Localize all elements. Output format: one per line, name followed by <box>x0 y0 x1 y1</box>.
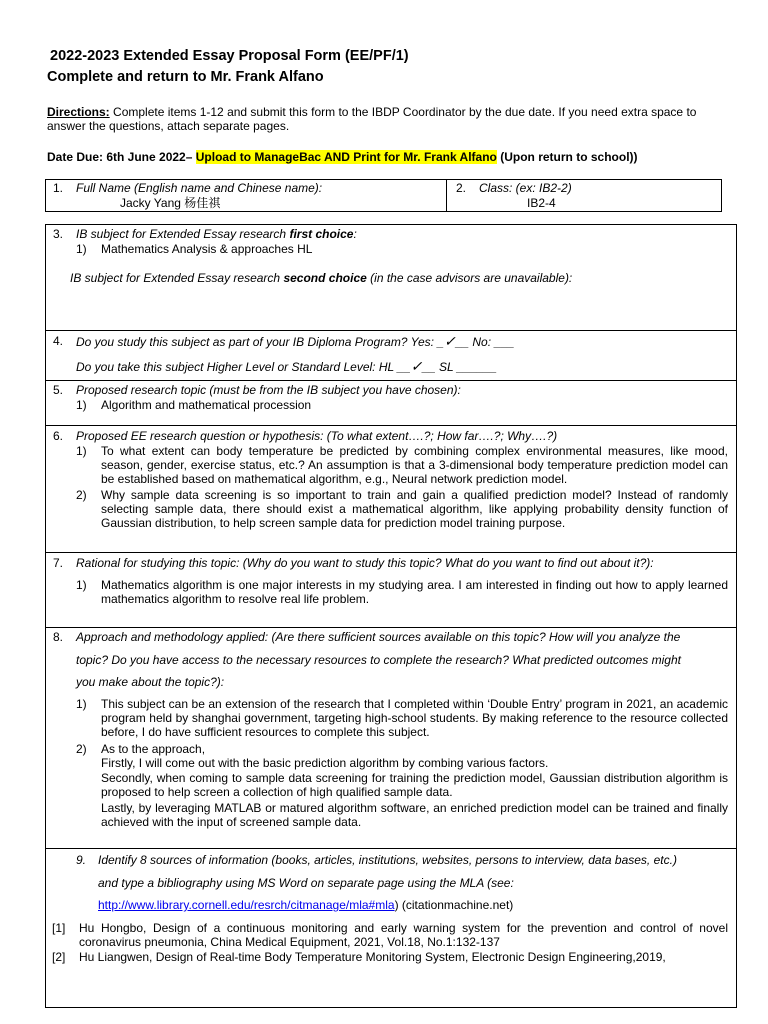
item8-label-2: topic? Do you have access to the necessary resources to complete the research? What predicted outcomes might <box>76 653 681 667</box>
item9-label-1: Identify 8 sources of information (books, articles, institutions, websites, persons to interview, data bases, etc.) <box>98 853 677 867</box>
item3-label: IB subject for Extended Essay research first choice: <box>76 227 357 241</box>
item8-label-1: Approach and methodology applied: (Are there sufficient sources available on this topic? How will you analyze the <box>76 630 681 644</box>
ref-1-text: Hu Hongbo, Design of a continuous monitoring and early warning system for the prevention and control of novel coronavirus pneumonia, China Medical Equipment, 2021, Vol.18, No.1:132-137 <box>79 921 728 949</box>
item3-choice1: Mathematics Analysis & approaches HL <box>101 242 313 256</box>
item3-choice1-num: 1) <box>76 242 87 256</box>
item9-label-2: and type a bibliography using MS Word on separate page using the MLA (see: <box>98 876 514 890</box>
hl-check-icon: ✓ <box>410 358 423 374</box>
item4-num: 4. <box>53 334 64 348</box>
item5-label: Proposed research topic (must be from the IB subject you have chosen): <box>76 383 461 397</box>
item8-a-num: 1) <box>76 697 87 711</box>
due-date-line <box>47 150 638 164</box>
item5-num: 5. <box>53 383 64 397</box>
item6-label: Proposed EE research question or hypothesis: (To what extent….?; How far….?; Why….?) <box>76 429 558 443</box>
item3-second-choice: IB subject for Extended Essay research second choice (in the case advisors are unavailable): <box>70 271 573 285</box>
item9-link-line <box>98 898 513 912</box>
item8-b-head: As to the approach, <box>101 742 206 756</box>
item6-b-num: 2) <box>76 488 87 502</box>
item8-label-3: you make about the topic?): <box>76 675 225 689</box>
row-divider-4-5 <box>45 380 737 381</box>
ref-2-text: Hu Liangwen, Design of Real-time Body Temperature Monitoring System, Electronic Design Engineering,2019, <box>79 950 666 964</box>
item2-label: Class: (ex: IB2-2) <box>479 181 572 195</box>
item1-label: Full Name (English name and Chinese name): <box>76 181 323 195</box>
item7-a: Mathematics algorithm is one major interests in my studying area. I am interested in finding out how to apply learned mathematics algorithm to resolve real life problem. <box>101 578 728 606</box>
item4-q2: Do you take this subject Higher Level or Standard Level: HL __✓__ SL ______ <box>76 358 497 374</box>
item5-a: Algorithm and mathematical procession <box>101 398 312 412</box>
item6-num: 6. <box>53 429 64 443</box>
name-class-divider <box>446 179 447 212</box>
form-title: 2022-2023 Extended Essay Proposal Form (EE/PF/1) <box>50 48 409 64</box>
directions-paragraph <box>47 105 727 133</box>
item8-b1: Firstly, I will come out with the basic prediction algorithm by combing various factors. <box>101 756 549 770</box>
item8-b3: Lastly, by leveraging MATLAB or matured algorithm software, an enriched prediction model can be trained and finally achieved with the input of screened sample data. <box>101 801 728 829</box>
due-prefix: Date Due: 6th June 2022– <box>47 150 196 164</box>
item7-a-num: 1) <box>76 578 87 592</box>
mla-link[interactable]: http://www.library.cornell.edu/resrch/citmanage/mla#mla <box>98 898 395 912</box>
item7-num: 7. <box>53 556 64 570</box>
item8-a: This subject can be an extension of the research that I completed within ‘Double Entry’ program in 2021, an academic program held by shanghai government, targeting high-school students. By making reference to the resource collected before, I do have sufficient resources to complete this subject. <box>101 697 728 739</box>
item6-b: Why sample data screening is so important to train and gain a qualified prediction model? Instead of randomly selecting sample data, there should exist a mathematical algorithm, like applying probability density function of Gaussian distribution, to help screen sample data for prediction model training purpose. <box>101 488 728 530</box>
ref-1-num: [1] <box>52 921 66 935</box>
row-divider-3-4 <box>45 330 737 331</box>
item9-num: 9. <box>76 853 87 867</box>
form-subtitle: Complete and return to Mr. Frank Alfano <box>47 69 324 85</box>
due-highlight: Upload to ManageBac AND Print for Mr. Frank Alfano <box>195 150 497 164</box>
row-divider-8-9 <box>45 848 737 849</box>
item8-b-num: 2) <box>76 742 87 756</box>
item3-num: 3. <box>53 227 64 241</box>
item2-num: 2. <box>456 181 467 195</box>
item8-num: 8. <box>53 630 64 644</box>
item6-a-num: 1) <box>76 444 87 458</box>
item2-value: IB2-4 <box>527 196 556 210</box>
item5-a-num: 1) <box>76 398 87 412</box>
item7-label: Rational for studying this topic: (Why do you want to study this topic? What do you want to find out about it?): <box>76 556 654 570</box>
item8-b2: Secondly, when coming to sample data screening for training the prediction model, Gaussian distribution algorithm is proposed to help screen a collection of high qualified sample data. <box>101 771 728 799</box>
item6-a: To what extent can body temperature be predicted by combining complex environmental measures, like mood, season, gender, exercise status, etc.? An assumption is that a 3-dimensional body temperature prediction model can be established based on mathematical algorithm, e.g., Neural network prediction model. <box>101 444 728 486</box>
item4-q1: Do you study this subject as part of your IB Diploma Program? Yes: _✓__ No: ___ <box>76 333 515 349</box>
due-suffix: (Upon return to school)) <box>496 150 638 164</box>
row-divider-5-6 <box>45 425 737 426</box>
row-divider-6-7 <box>45 552 737 553</box>
row-divider-7-8 <box>45 627 737 628</box>
item9-after-link: ) (citationmachine.net) <box>394 898 514 912</box>
yes-check-icon: ✓ <box>443 333 456 349</box>
directions-text: Complete items 1-12 and submit this form to the IBDP Coordinator by the due date. If you need extra space to answer the questions, attach separate pages. <box>47 105 697 133</box>
directions-label: Directions: <box>47 105 110 119</box>
item1-num: 1. <box>53 181 64 195</box>
item1-value: Jacky Yang 杨佳祺 <box>120 196 221 210</box>
ref-2-num: [2] <box>52 950 66 964</box>
